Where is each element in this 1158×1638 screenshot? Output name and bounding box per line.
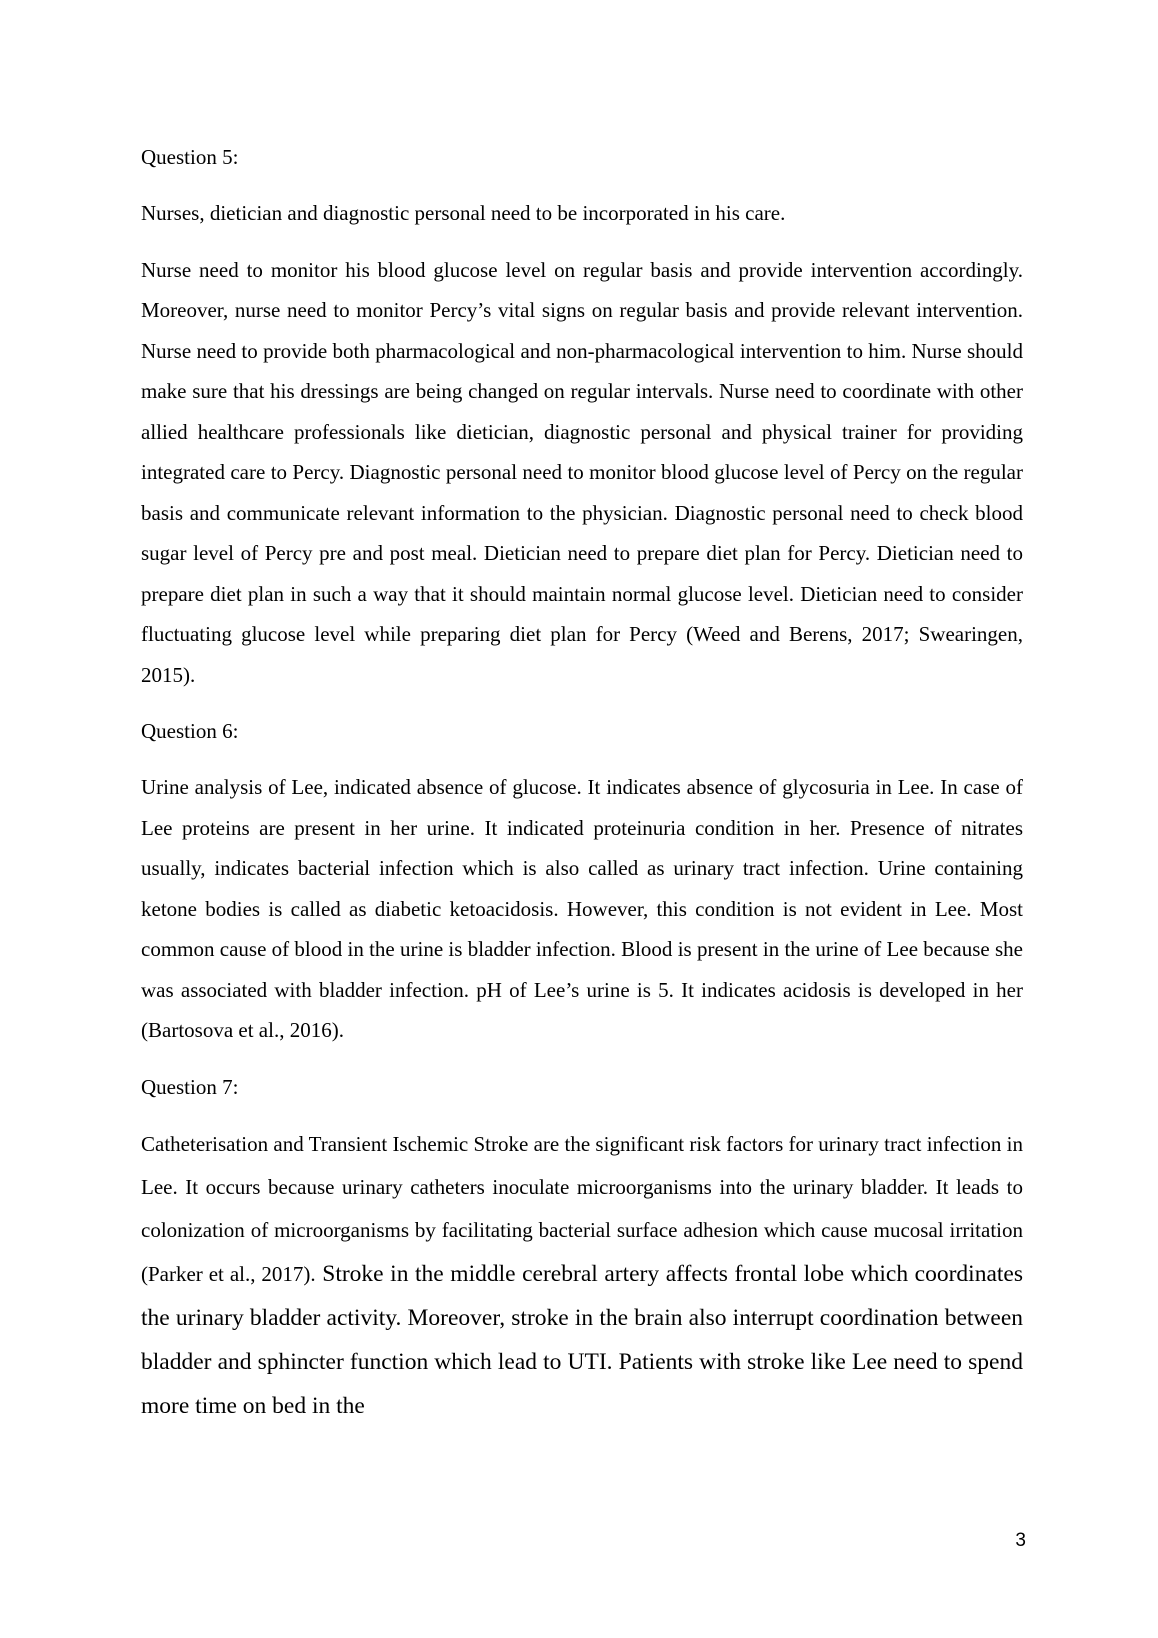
- question-7-body-part1: Catheterisation and Transient Ischemic Stroke are the significant risk factors for urinary tract infection in Lee. It occurs because urinary catheters inoculate microorganisms into the urinary bladder. It leads to colonization of microorganisms by facilitating bacterial surface adhesion which cause mucosal irritation (Parker et al., 2017).: [141, 1131, 1023, 1286]
- question-5-body: Nurse need to monitor his blood glucose level on regular basis and provide intervention accordingly. Moreover, nurse need to monitor Percy’s vital signs on regular basis and provide relevant intervention. Nurse need to provide both pharmacological and non-pharmacological intervention to him. Nurse should make sure that his dressings are being changed on regular intervals. Nurse need to coordinate with other allied healthcare professionals like dietician, diagnostic personal and physical trainer for providing integrated care to Percy. Diagnostic personal need to monitor blood glucose level of Percy on the regular basis and communicate relevant information to the physician. Diagnostic personal need to check blood sugar level of Percy pre and post meal. Dietician need to prepare diet plan for Percy. Dietician need to prepare diet plan in such a way that it should maintain normal glucose level. Dietician need to consider fluctuating glucose level while preparing diet plan for Percy (Weed and Berens, 2017; Swearingen, 2015).: [141, 257, 1023, 687]
- page-content: [141, 137, 1023, 1444]
- question-7-heading: Question 7:: [141, 1074, 239, 1099]
- question-7-body-part2: Stroke in the middle cerebral artery affects frontal lobe which coordinates the urinary bladder activity. Moreover, stroke in the brain also interrupt coordination between bladder and sphincter function which lead to UTI. Patients with stroke like Lee need to spend more time on bed in the: [141, 1260, 1023, 1419]
- question-5-intro: Nurses, dietician and diagnostic personal need to be incorporated in his care.: [141, 201, 786, 225]
- question-5-heading: Question 5:: [141, 145, 239, 169]
- question-6-body: Urine analysis of Lee, indicated absence of glucose. It indicates absence of glycosuria in Lee. In case of Lee proteins are present in her urine. It indicated proteinuria condition in her. Presence of nitrates usually, indicates bacterial infection which is also called as urinary tract infection. Urine containing ketone bodies is called as diabetic ketoacidosis. However, this condition is not evident in Lee. Most common cause of blood in the urine is bladder infection. Blood is present in the urine of Lee because she was associated with bladder infection. pH of Lee’s urine is 5. It indicates acidosis is developed in her (Bartosova et al., 2016).: [141, 775, 1023, 1042]
- page-number: 3: [1015, 1530, 1026, 1551]
- question-6-heading: Question 6:: [141, 719, 239, 743]
- question-7-body: [141, 1123, 1023, 1428]
